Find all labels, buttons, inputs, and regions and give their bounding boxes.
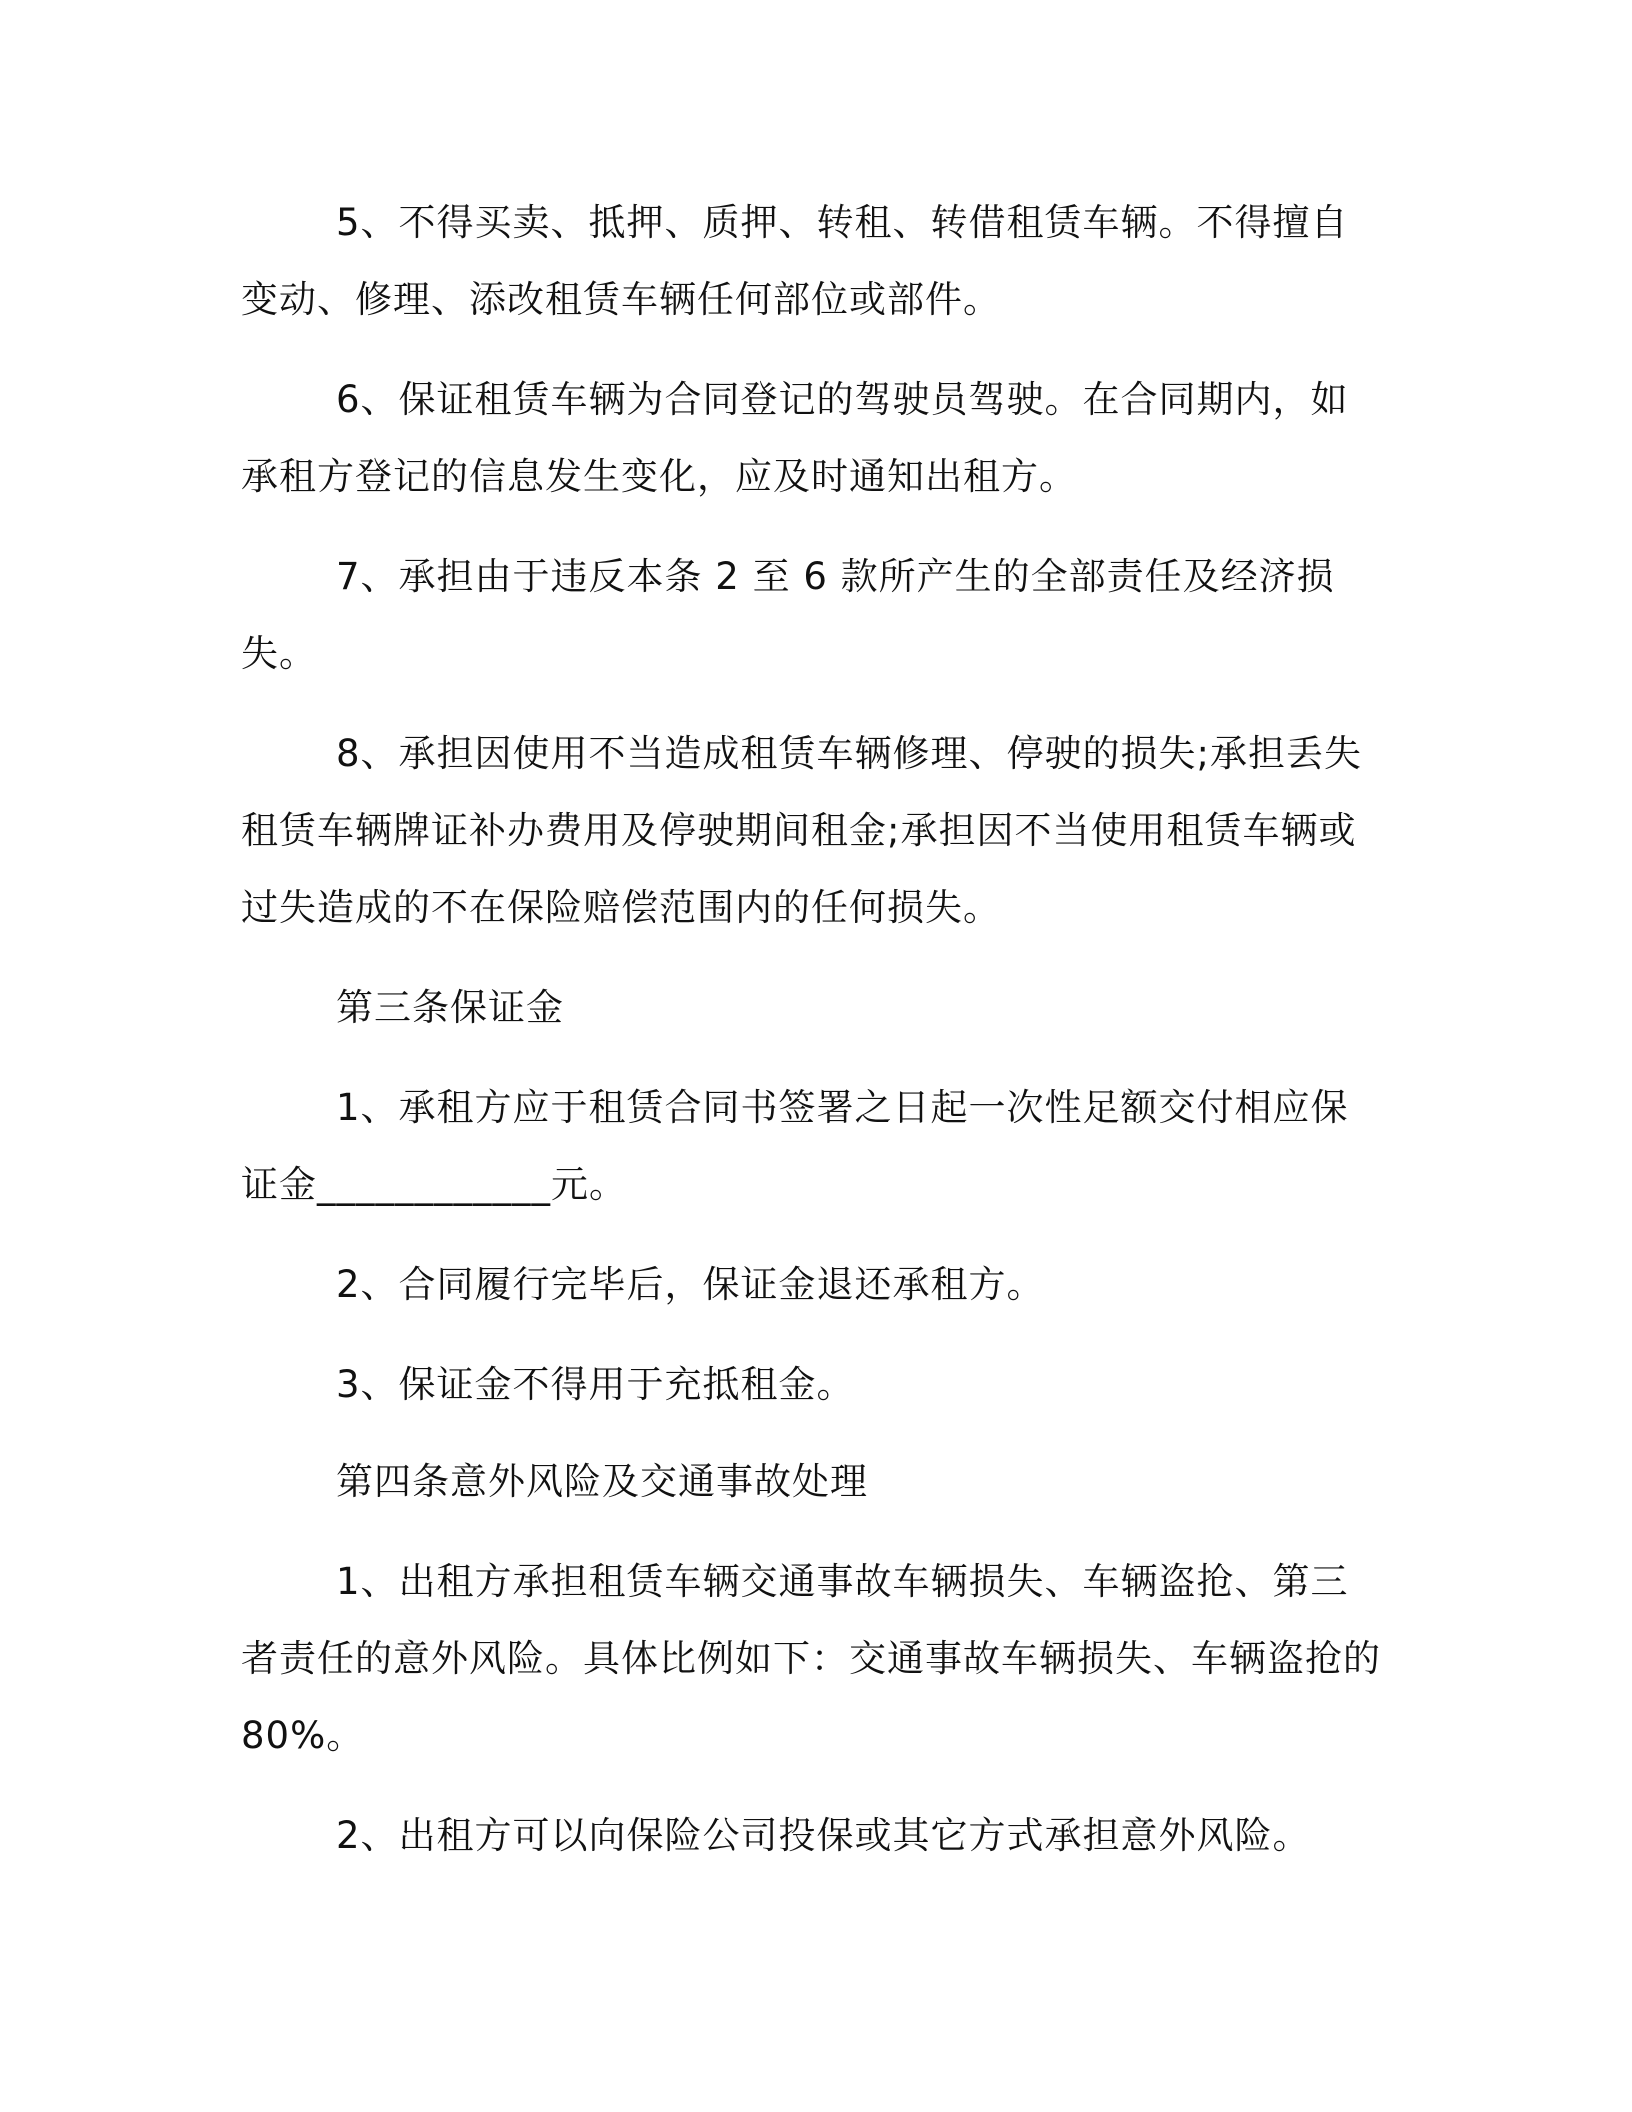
article-3-heading: 第三条保证金	[336, 986, 564, 1029]
deposit-clause-1-paragraph: 1、承租方应于租赁合同书签署之日起一次性足额交付相应保证金____________元。	[241, 1086, 1349, 1206]
document-body	[241, 184, 1386, 1874]
risk-clause-1-paragraph: 1、出租方承担租赁车辆交通事故车辆损失、车辆盗抢、第三者责任的意外风险。具体比例如下：交通事故车辆损失、车辆盗抢的80%。	[241, 1560, 1381, 1757]
clause-7-paragraph: 7、承担由于违反本条 2 至 6 款所产生的全部责任及经济损失。	[241, 555, 1335, 675]
article-4-heading: 第四条意外风险及交通事故处理	[336, 1460, 868, 1503]
deposit-clause-3-paragraph: 3、保证金不得用于充抵租金。	[336, 1363, 855, 1406]
clause-6-paragraph: 6、保证租赁车辆为合同登记的驾驶员驾驶。在合同期内，如承租方登记的信息发生变化，应及时通知出租方。	[241, 378, 1349, 498]
clause-5-paragraph: 5、不得买卖、抵押、质押、转租、转借租赁车辆。不得擅自变动、修理、添改租赁车辆任何部位或部件。	[241, 201, 1349, 321]
risk-clause-2-paragraph: 2、出租方可以向保险公司投保或其它方式承担意外风险。	[336, 1814, 1311, 1857]
deposit-clause-2-paragraph: 2、合同履行完毕后，保证金退还承租方。	[336, 1263, 1045, 1306]
clause-8-paragraph: 8、承担因使用不当造成租赁车辆修理、停驶的损失;承担丢失租赁车辆牌证补办费用及停驶期间租金;承担因不当使用租赁车辆或过失造成的不在保险赔偿范围内的任何损失。	[241, 732, 1363, 929]
